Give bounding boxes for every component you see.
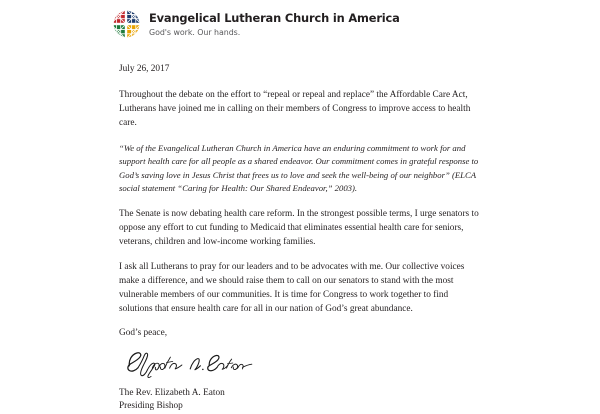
paragraph-intro: Throughout the debate on the effort to “repeal or repeal and replace” the Affordable Care Act, Lutherans have joined me in calling on their members of Congress to improve access to health care.: [119, 90, 471, 129]
paragraph-call-to-action: I ask all Lutherans to pray for our leaders and to be advocates with me. Our collective voices make a difference, and we should raise them to call on our senators to stand with the most vulnerable members of our communities. It is time for Congress to work together to find solutions that ensure health care for all in our nation of God’s great abundance.: [119, 261, 465, 315]
letter-date: July 26, 2017: [119, 64, 170, 74]
signature-block: [119, 387, 483, 414]
letter-body: [119, 63, 483, 414]
elca-shield-logo: [112, 10, 140, 38]
letterhead: [112, 10, 400, 38]
blockquote-social-statement: “We of the Evangelical Lutheran Church in America have an enduring commitment to work for and support health care for all people as a shared endeavor. Our commitment comes in grateful response to God’s saving love in Jesus Christ that frees us to love and seek the well-being of our neighbor” (ELCA social statement “Caring for Health: Our Shared Endeavor,” 2003).: [119, 142, 479, 194]
organization-name: Evangelical Lutheran Church in America: [149, 11, 400, 25]
letter-closing: God’s peace,: [119, 328, 168, 339]
signer-name: The Rev. Elizabeth A. Eaton: [119, 387, 225, 398]
signature-elizabeth-a-eaton: [123, 346, 255, 380]
wordmark: [149, 10, 400, 37]
signer-title: Presiding Bishop: [119, 401, 183, 412]
paragraph-senate: The Senate is now debating health care reform. In the strongest possible terms, I urge senators to oppose any effort to cut funding to Medicaid that eliminates essential health care for seniors, veterans, children and low-income working families.: [119, 208, 479, 247]
organization-tagline: God's work. Our hands.: [149, 27, 241, 37]
